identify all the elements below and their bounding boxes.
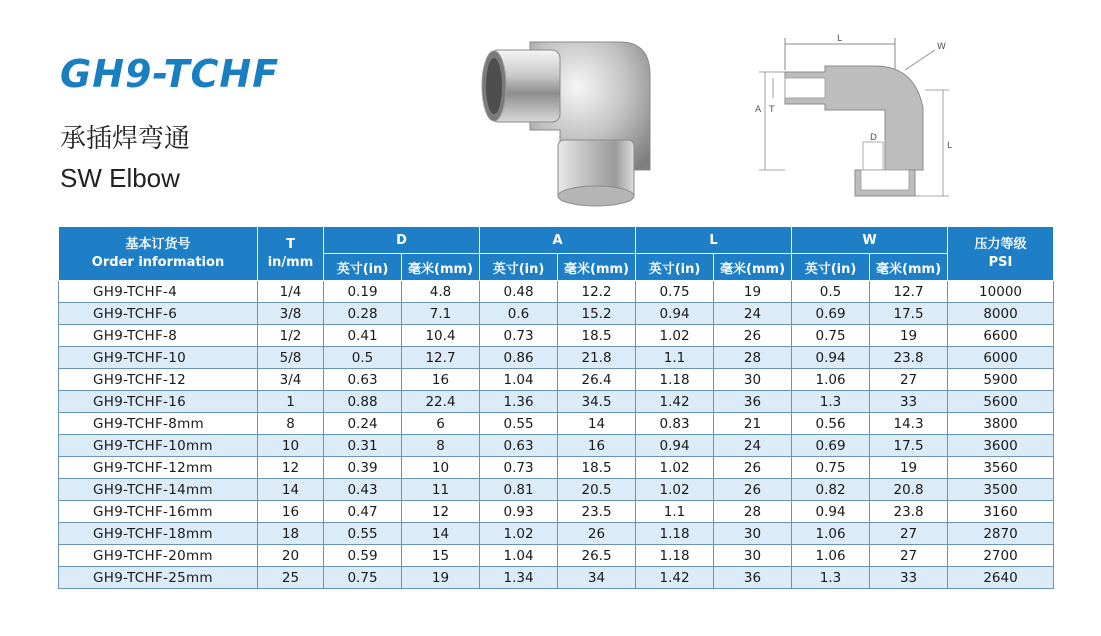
cell-d-in: 0.31 [324, 435, 402, 457]
cell-d-mm: 15 [402, 545, 480, 567]
cell-w-mm: 19 [870, 325, 948, 347]
cell-l-in: 0.94 [636, 303, 714, 325]
cell-t: 16 [258, 501, 324, 523]
cell-t: 20 [258, 545, 324, 567]
cell-order: GH9-TCHF-10 [59, 347, 258, 369]
cell-l-in: 0.83 [636, 413, 714, 435]
cell-a-in: 0.48 [480, 281, 558, 303]
label-W: W [937, 42, 946, 52]
elbow-photo [470, 30, 670, 210]
cell-a-in: 0.73 [480, 325, 558, 347]
header-w-mm: 毫米(mm) [870, 254, 948, 281]
cell-t: 18 [258, 523, 324, 545]
cell-l-mm: 36 [714, 391, 792, 413]
cell-l-in: 1.1 [636, 347, 714, 369]
table-row [59, 325, 1054, 347]
cell-d-in: 0.19 [324, 281, 402, 303]
cell-w-in: 1.06 [792, 545, 870, 567]
cell-d-mm: 22.4 [402, 391, 480, 413]
cell-a-mm: 26.5 [558, 545, 636, 567]
label-L-side: L [947, 141, 953, 151]
cell-t: 12 [258, 457, 324, 479]
cell-a-in: 1.36 [480, 391, 558, 413]
cell-order: GH9-TCHF-25mm [59, 567, 258, 589]
cell-a-mm: 15.2 [558, 303, 636, 325]
cell-t: 1/2 [258, 325, 324, 347]
cell-d-mm: 14 [402, 523, 480, 545]
table-row [59, 501, 1054, 523]
table-row [59, 413, 1054, 435]
cell-l-in: 1.18 [636, 369, 714, 391]
cell-d-mm: 16 [402, 369, 480, 391]
cell-l-in: 1.02 [636, 457, 714, 479]
cell-l-mm: 30 [714, 545, 792, 567]
cell-t: 25 [258, 567, 324, 589]
cell-t: 8 [258, 413, 324, 435]
cell-w-in: 0.75 [792, 325, 870, 347]
cell-d-in: 0.75 [324, 567, 402, 589]
cell-l-in: 1.02 [636, 325, 714, 347]
cell-l-in: 1.42 [636, 391, 714, 413]
cell-w-in: 0.94 [792, 347, 870, 369]
cell-order: GH9-TCHF-4 [59, 281, 258, 303]
cell-a-mm: 34 [558, 567, 636, 589]
header-w: W [792, 227, 948, 254]
cell-w-mm: 12.7 [870, 281, 948, 303]
header-a: A [480, 227, 636, 254]
header-l-mm: 毫米(mm) [714, 254, 792, 281]
cell-t: 5/8 [258, 347, 324, 369]
header-t-unit: in/mm [267, 254, 314, 270]
cell-w-mm: 33 [870, 391, 948, 413]
cell-psi: 10000 [948, 281, 1054, 303]
cell-d-in: 0.28 [324, 303, 402, 325]
cell-d-in: 0.47 [324, 501, 402, 523]
cell-d-mm: 10 [402, 457, 480, 479]
dimension-drawing [745, 30, 970, 210]
table-row [59, 281, 1054, 303]
cell-order: GH9-TCHF-16 [59, 391, 258, 413]
header-d: D [324, 227, 480, 254]
cell-a-mm: 16 [558, 435, 636, 457]
cell-t: 1 [258, 391, 324, 413]
label-A: A [755, 105, 762, 115]
cell-psi: 8000 [948, 303, 1054, 325]
cell-a-mm: 20.5 [558, 479, 636, 501]
cell-d-mm: 6 [402, 413, 480, 435]
header-order-en: Order information [91, 254, 225, 270]
header-d-in: 英寸(in) [324, 254, 402, 281]
cell-l-in: 1.18 [636, 523, 714, 545]
header-order [59, 227, 258, 281]
cell-a-mm: 26.4 [558, 369, 636, 391]
cell-psi: 6600 [948, 325, 1054, 347]
table-row [59, 303, 1054, 325]
label-D: D [870, 133, 877, 143]
cell-order: GH9-TCHF-8 [59, 325, 258, 347]
cell-d-in: 0.55 [324, 523, 402, 545]
cell-w-mm: 23.8 [870, 347, 948, 369]
table-row [59, 347, 1054, 369]
cell-order: GH9-TCHF-12 [59, 369, 258, 391]
cell-l-mm: 26 [714, 479, 792, 501]
cell-order: GH9-TCHF-14mm [59, 479, 258, 501]
header-a-mm: 毫米(mm) [558, 254, 636, 281]
cell-a-in: 0.63 [480, 435, 558, 457]
cell-w-in: 0.69 [792, 303, 870, 325]
cell-d-mm: 19 [402, 567, 480, 589]
cell-psi: 2870 [948, 523, 1054, 545]
cell-d-mm: 12.7 [402, 347, 480, 369]
label-L-top: L [837, 34, 843, 44]
table-row [59, 435, 1054, 457]
cell-a-in: 0.81 [480, 479, 558, 501]
cell-order: GH9-TCHF-6 [59, 303, 258, 325]
cell-d-mm: 12 [402, 501, 480, 523]
table-row [59, 545, 1054, 567]
header-l-in: 英寸(in) [636, 254, 714, 281]
table-row [59, 567, 1054, 589]
cell-l-in: 1.42 [636, 567, 714, 589]
cell-w-in: 0.5 [792, 281, 870, 303]
cell-a-mm: 21.8 [558, 347, 636, 369]
cell-l-mm: 24 [714, 303, 792, 325]
cell-l-mm: 28 [714, 501, 792, 523]
cell-w-in: 1.3 [792, 567, 870, 589]
header-t-label: T [286, 236, 295, 252]
cell-w-in: 0.94 [792, 501, 870, 523]
cell-a-in: 0.93 [480, 501, 558, 523]
cell-w-in: 0.75 [792, 457, 870, 479]
header-l: L [636, 227, 792, 254]
table-row [59, 369, 1054, 391]
cell-d-in: 0.5 [324, 347, 402, 369]
cell-w-in: 1.06 [792, 523, 870, 545]
cell-d-in: 0.88 [324, 391, 402, 413]
cell-order: GH9-TCHF-20mm [59, 545, 258, 567]
cell-psi: 2640 [948, 567, 1054, 589]
cell-d-mm: 7.1 [402, 303, 480, 325]
cell-a-in: 0.86 [480, 347, 558, 369]
cell-l-mm: 26 [714, 325, 792, 347]
cell-a-in: 0.73 [480, 457, 558, 479]
cell-t: 3/4 [258, 369, 324, 391]
cell-l-mm: 26 [714, 457, 792, 479]
cell-a-in: 0.55 [480, 413, 558, 435]
cell-l-in: 0.75 [636, 281, 714, 303]
cell-t: 1/4 [258, 281, 324, 303]
header-w-in: 英寸(in) [792, 254, 870, 281]
cell-a-mm: 26 [558, 523, 636, 545]
cell-d-mm: 11 [402, 479, 480, 501]
header-pressure [948, 227, 1054, 281]
cell-l-in: 1.18 [636, 545, 714, 567]
cell-w-in: 0.56 [792, 413, 870, 435]
cell-w-mm: 23.8 [870, 501, 948, 523]
header-pressure-en: PSI [988, 254, 1013, 270]
cell-l-mm: 30 [714, 369, 792, 391]
header-a-in: 英寸(in) [480, 254, 558, 281]
cell-l-mm: 30 [714, 523, 792, 545]
cell-d-in: 0.63 [324, 369, 402, 391]
cell-l-in: 0.94 [636, 435, 714, 457]
cell-psi: 6000 [948, 347, 1054, 369]
cell-l-mm: 19 [714, 281, 792, 303]
cell-d-mm: 10.4 [402, 325, 480, 347]
header-t [258, 227, 324, 281]
cell-a-in: 0.6 [480, 303, 558, 325]
cell-order: GH9-TCHF-12mm [59, 457, 258, 479]
cell-psi: 3500 [948, 479, 1054, 501]
cell-order: GH9-TCHF-18mm [59, 523, 258, 545]
cell-d-in: 0.59 [324, 545, 402, 567]
cell-psi: 3560 [948, 457, 1054, 479]
cell-l-mm: 36 [714, 567, 792, 589]
label-T: T [769, 105, 775, 115]
cell-l-mm: 28 [714, 347, 792, 369]
cell-a-in: 1.04 [480, 545, 558, 567]
cell-order: GH9-TCHF-8mm [59, 413, 258, 435]
cell-l-in: 1.02 [636, 479, 714, 501]
cell-w-mm: 14.3 [870, 413, 948, 435]
spec-table-body [59, 281, 1054, 589]
cell-d-mm: 8 [402, 435, 480, 457]
cell-order: GH9-TCHF-10mm [59, 435, 258, 457]
cell-w-mm: 27 [870, 369, 948, 391]
cell-psi: 5900 [948, 369, 1054, 391]
header-d-mm: 毫米(mm) [402, 254, 480, 281]
cell-w-in: 0.82 [792, 479, 870, 501]
cell-psi: 3600 [948, 435, 1054, 457]
cell-d-mm: 4.8 [402, 281, 480, 303]
table-row [59, 391, 1054, 413]
cell-a-in: 1.34 [480, 567, 558, 589]
cell-psi: 2700 [948, 545, 1054, 567]
cell-w-in: 1.06 [792, 369, 870, 391]
cell-w-mm: 17.5 [870, 435, 948, 457]
table-row [59, 523, 1054, 545]
cell-d-in: 0.39 [324, 457, 402, 479]
cell-d-in: 0.41 [324, 325, 402, 347]
cell-w-in: 1.3 [792, 391, 870, 413]
cell-a-mm: 23.5 [558, 501, 636, 523]
cell-a-mm: 34.5 [558, 391, 636, 413]
cell-a-mm: 14 [558, 413, 636, 435]
cell-l-mm: 24 [714, 435, 792, 457]
cell-t: 3/8 [258, 303, 324, 325]
cell-order: GH9-TCHF-16mm [59, 501, 258, 523]
table-row [59, 457, 1054, 479]
cell-a-mm: 18.5 [558, 457, 636, 479]
table-row [59, 479, 1054, 501]
cell-a-mm: 12.2 [558, 281, 636, 303]
cell-w-mm: 27 [870, 545, 948, 567]
header-pressure-cn: 压力等级 [974, 236, 1027, 252]
cell-w-mm: 33 [870, 567, 948, 589]
cell-w-in: 0.69 [792, 435, 870, 457]
header-order-cn: 基本订货号 [125, 236, 191, 252]
product-name-en: SW Elbow [60, 163, 180, 193]
header-row-1 [59, 227, 1054, 254]
cell-w-mm: 19 [870, 457, 948, 479]
spec-table [58, 226, 1054, 589]
cell-w-mm: 27 [870, 523, 948, 545]
cell-a-mm: 18.5 [558, 325, 636, 347]
cell-w-mm: 20.8 [870, 479, 948, 501]
cell-d-in: 0.24 [324, 413, 402, 435]
product-name-cn: 承插焊弯通 [60, 124, 191, 154]
cell-a-in: 1.04 [480, 369, 558, 391]
cell-t: 10 [258, 435, 324, 457]
cell-psi: 3800 [948, 413, 1054, 435]
cell-psi: 3160 [948, 501, 1054, 523]
product-model-title: GH9-TCHF [60, 52, 280, 96]
cell-w-mm: 17.5 [870, 303, 948, 325]
cell-l-in: 1.1 [636, 501, 714, 523]
cell-l-mm: 21 [714, 413, 792, 435]
cell-a-in: 1.02 [480, 523, 558, 545]
cell-psi: 5600 [948, 391, 1054, 413]
cell-t: 14 [258, 479, 324, 501]
cell-d-in: 0.43 [324, 479, 402, 501]
